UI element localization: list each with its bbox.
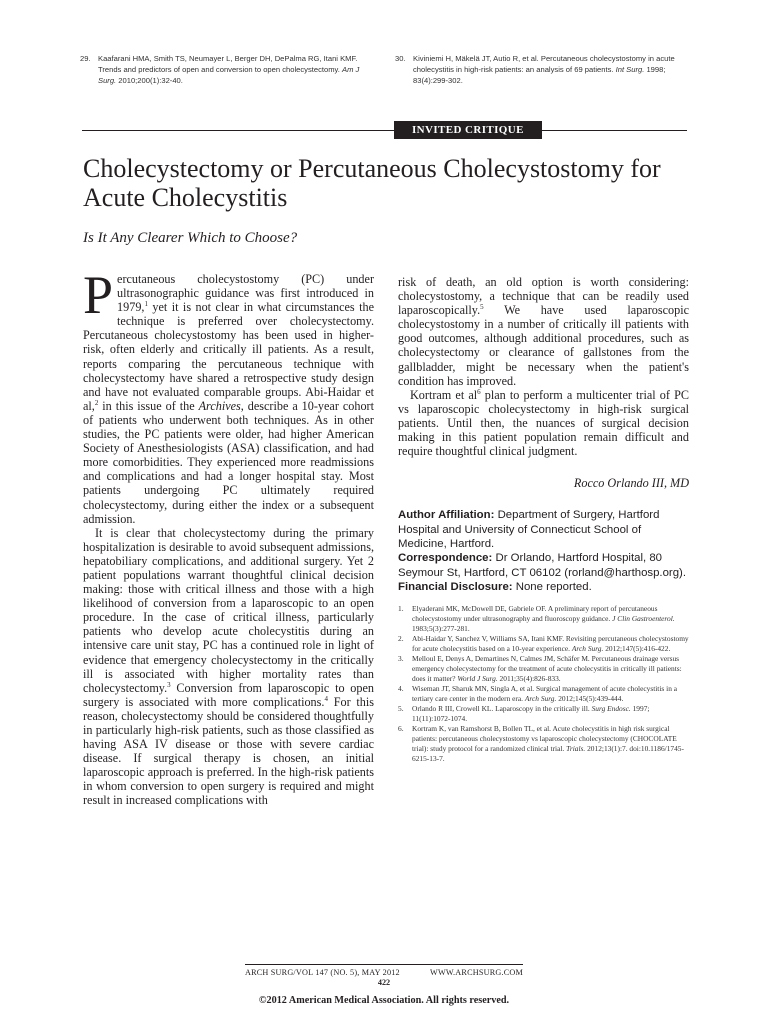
reference-number: 29.	[80, 54, 91, 63]
page-number: 422	[377, 978, 391, 987]
journal-name: Archives	[198, 398, 241, 413]
reference-journal: Int Surg.	[615, 65, 645, 74]
body-paragraph: It is clear that cholecystectomy during the primary hospitalization is desirable to avoid subsequent admissions, hepatobiliary complications, and additional surgery. Yet 2 patient populations warrant thoughtful clinical decision making: those with critical illness and those with a high likelihood of conversion from a laparoscopic to an open procedure. In the case of critical illness, particularly patients who develop acute cholecystitis during an intensive care unit stay, PC has a continued role in light of evidence that emergency cholecystectomy in the critically ill is associated with higher mortality rates than cholecystectomy.$^3$ Conversion from laparoscopic to open surgery is associated with more complications.$^4$ For this reason, cholecystectomy should be considered thoughtfully in particularly high-risk patients, such as those classified as having ASA IV disease or those with severe cardiac disease. If surgical therapy is chosen, an initial laparoscopic approach is preferred. In the high-risk patients in whom conversion to open surgery is required and might result in increased complications with	[83, 525, 375, 808]
reference-number: 30.	[395, 54, 406, 63]
top-reference-item	[395, 53, 690, 86]
footer-rule	[245, 964, 523, 965]
body-paragraph: Kortram et $al^6$ plan to perform a multicenter trial of PC vs laparoscopic cholecystectomy in high-risk surgical patients. Until then, the nuances of surgical decision making in this patient population remain difficult and require thoughtful clinical judgment.	[398, 387, 689, 459]
article-subtitle: Is It Any Clearer Which to Choose?	[83, 230, 298, 246]
copyright-notice: ©2012 American Medical Association. All rights reserved.	[258, 995, 510, 1006]
reference-item: 1. Elyaderani MK, McDowell DE, Gabriele OF. A preliminary report of percutaneous cholecystostomy under ultrasonography and fluoroscopy guidance. J Clin Gastroenterol. 1983;5(3):277-281.	[398, 604, 675, 634]
page-footer	[245, 964, 523, 987]
body-paragraph: risk of death, an old option is worth considering: cholecystostomy, a technique that can be readily used laparoscopically.$^5$ We have used laparoscopic cholecystostomy in a number of critically ill patients with good outcomes, although additional procedures, such as cholecystectomy or clearance of gallstones from the gallbladder, might be necessary when the patient's condition has improved.	[398, 275, 689, 388]
author-affiliation: Author Affiliation: Department of Surgery, Hartford Hospital and University of Connecticut School of Medicine, Hartford.	[398, 509, 660, 550]
reference-item: 5. Orlando R III, Crowell KL. Laparoscopy in the critically ill. Surg Endosc. 1997; 11(11):1072-1074.	[398, 704, 650, 724]
drop-cap: P	[83, 265, 114, 325]
correspondence: Correspondence: Dr Orlando, Hartford Hospital, 80 Seymour St, Hartford, CT 06102 (rorland@harthosp.org).	[398, 552, 687, 579]
banner-rule	[82, 130, 687, 131]
citation-marker: 2	[94, 398, 99, 407]
previous-article-references	[80, 53, 690, 86]
reference-list	[398, 604, 689, 764]
author-info	[398, 508, 689, 594]
reference-item: 2. Abi-Haidar Y, Sanchez V, Williams SA, Itani KMF. Revisiting percutaneous cholecystostomy for acute cholecystitis based on a 10-year experience. Arch Surg. 2012;147(5):416-422.	[398, 634, 689, 654]
article-title: Cholecystectomy or Percutaneous Cholecystostomy for Acute Cholecystitis	[83, 154, 661, 212]
section-banner	[82, 121, 687, 139]
citation-marker: 1	[144, 300, 148, 309]
author-signature: Rocco Orlando III, MD	[573, 476, 689, 491]
reference-text: Kaafarani HMA, Smith TS, Neumayer L, Berger DH, DePalma RG, Itani KMF. Trends and predictors of open and conversion to open cholecystectomy. Am J Surg. 2010;200(1):32-40.	[98, 54, 360, 85]
financial-disclosure: Financial Disclosure: None reported.	[398, 580, 592, 593]
journal-info: ARCH SURG/VOL 147 (NO. 5), MAY 2012	[245, 968, 400, 977]
reference-journal: Am J Surg.	[98, 65, 360, 85]
right-column	[398, 275, 689, 764]
reference-item: 4. Wiseman JT, Sharuk MN, Singla A, et al. Surgical management of acute cholecystitis in a tertiary care center in the modern era. Arch Surg. 2012;145(5):439-444.	[398, 684, 678, 704]
body-paragraph: Percutaneous cholecystostomy (PC) under ultrasonographic guidance was first introduced in 1979,$^1$ yet it is not clear in what circumstances the technique is preferred over cholecystectomy. Percutaneous cholecystostomy has been used in higher-risk, often elderly and critically ill patients. As a result, reports comparing the percutaneous technique with cholecystectomy have shared a retrospective study design and have not evaluated comparable groups. Abi-Haidar et al,$^2$ in this issue of the Archives, describe a 10-year cohort of patients who underwent both techniques. As in other studies, the PC patients were older, had higher American Society of Anesthesiologists (ASA) classification, and had more comorbidities. They experienced more readmissions and complications and had a longer hospital stay. Most patients undergoing PC ultimately required cholecystectomy, during either the index or a subsequent admission.	[83, 265, 374, 526]
citation-marker: 5	[480, 303, 484, 312]
reference-item: 6. Kortram K, van Ramshorst B, Bollen TL, et al. Acute cholecystitis in high risk surgical patients: percutaneous cholecystostomy vs laparoscopic cholecystectomy (CHOCOLATE trial): study protocol for a randomized clinical trial. Trials. 2012;13(1):7. doi:10.1186/1745-6215-13-7.	[398, 724, 684, 764]
journal-website: WWW.ARCHSURG.COM	[430, 968, 523, 977]
citation-marker: 3	[167, 680, 171, 689]
left-column	[83, 265, 375, 808]
citation-marker: 6	[477, 387, 481, 396]
citation-marker: 4	[324, 694, 328, 703]
reference-text: Kiviniemi H, Mäkelä JT, Autio R, et al. Percutaneous cholecystostomy in acute cholecystitis in high-risk patients: an analysis of 69 patients. Int Surg. 1998; 83(4):299-302.	[413, 54, 675, 85]
reference-item: 3. Melloul E, Denys A, Demartines N, Calmes JM, Schäfer M. Percutaneous drainage versus emergency cholecystectomy for the treatment of acute cholecystitis in critically ill patients: does it matter? World J Surg. 2011;35(4):826-833.	[398, 654, 682, 684]
top-reference-item	[80, 53, 375, 86]
banner-label: INVITED CRITIQUE	[394, 121, 542, 139]
